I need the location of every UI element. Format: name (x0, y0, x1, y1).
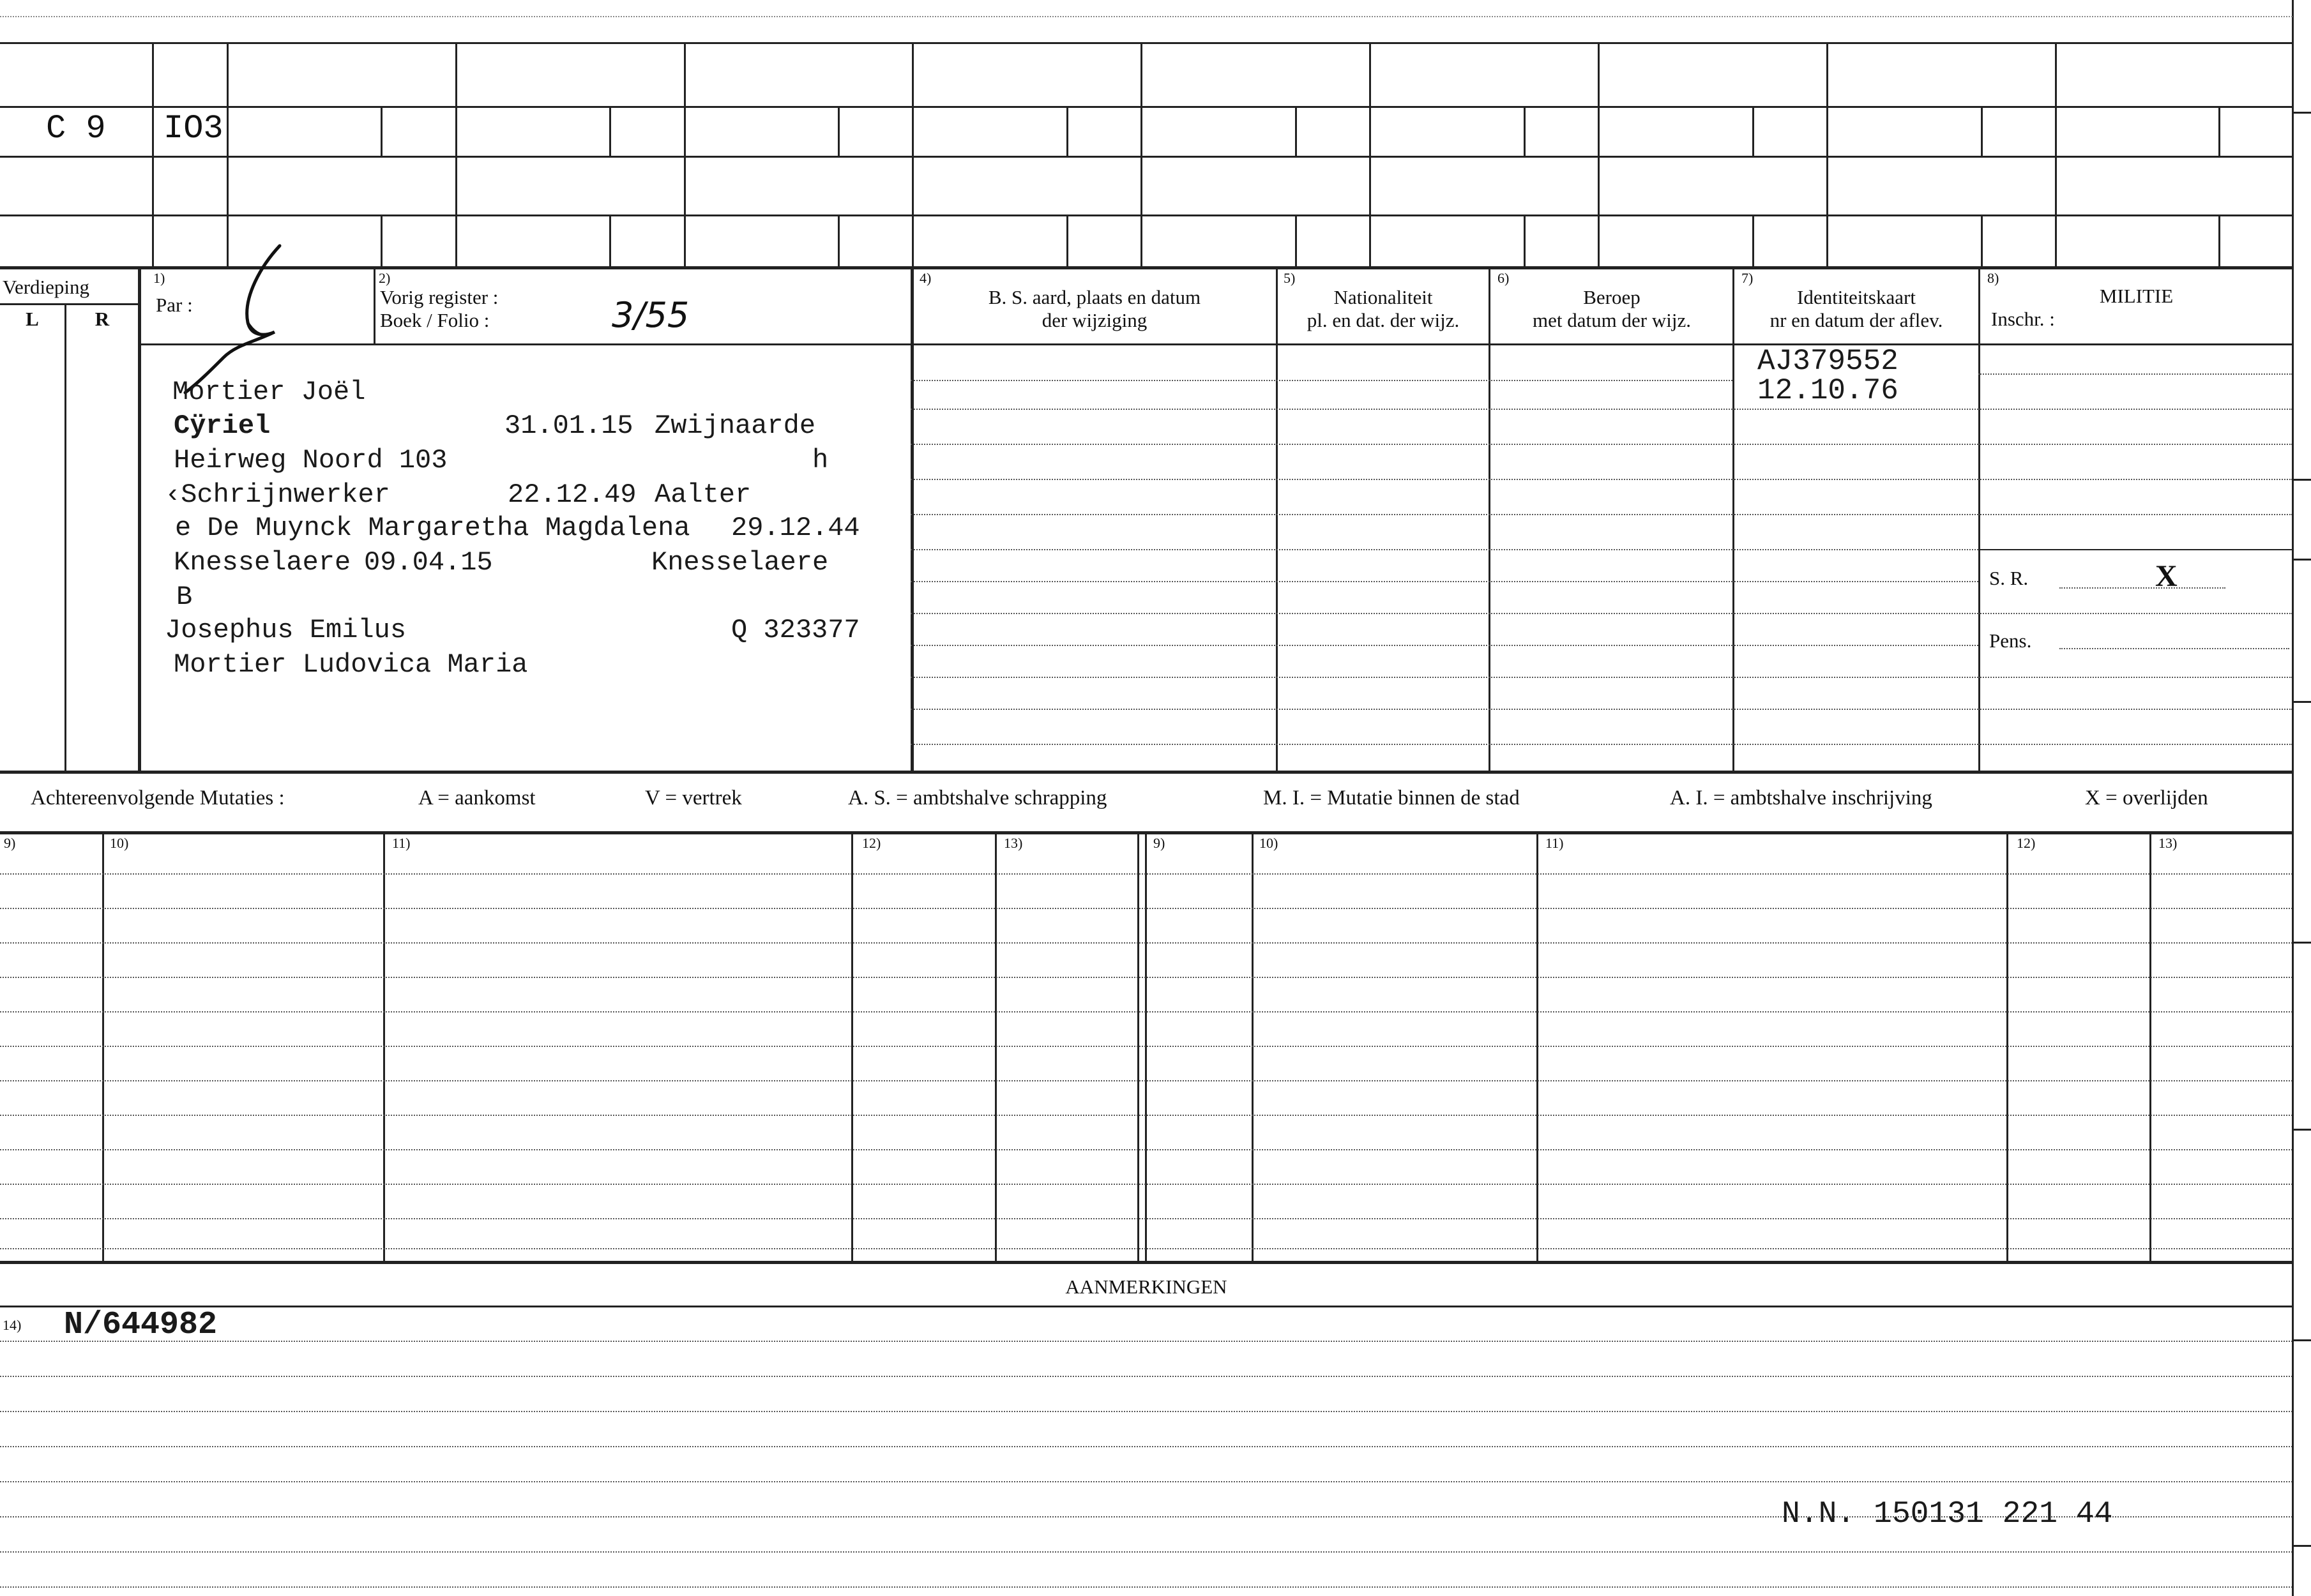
boek-folio-label: Boek / Folio : (380, 309, 490, 331)
address: Heirweg Noord 103 (174, 445, 448, 476)
spouse-date: 29.12.44 (731, 513, 860, 543)
profession-place: Aalter (655, 479, 752, 510)
inschr-label: Inschr. : (1991, 308, 2055, 330)
edge-tick (2292, 1339, 2311, 1341)
aanmerkingen-num: 14) (3, 1317, 22, 1333)
edge-tick (2292, 942, 2311, 944)
sr-label: S. R. (1989, 567, 2029, 589)
col6-header-1: Beroep (1583, 286, 1640, 308)
col7-num: 7) (1741, 270, 1754, 286)
mut-col-9b: 9) (1153, 835, 1165, 851)
mutaties-label: Achtereenvolgende Mutaties : (31, 787, 285, 809)
edge-tick (2292, 1129, 2311, 1131)
child2-name: Mortier Ludovica Maria (174, 649, 528, 680)
col5-header-2: pl. en dat. der wijz. (1307, 309, 1460, 331)
aanmerkingen-ref: N/644982 (64, 1307, 218, 1343)
boek-folio-value: 3/55 (612, 295, 690, 335)
col4-header-1: B. S. aard, plaats en datum (988, 286, 1201, 308)
mut-col-9a: 9) (4, 835, 16, 851)
birth-place: Zwijnaarde (655, 410, 816, 441)
profession-date: 22.12.49 (508, 479, 637, 510)
grid-code: C 9 (46, 110, 106, 147)
mark-b: B (176, 582, 193, 612)
profession: ‹Schrijnwerker (165, 479, 390, 510)
edge-tick (2292, 559, 2311, 561)
col7-header-2: nr en datum der aflev. (1769, 309, 1943, 331)
legend-as: A. S. = ambtshalve schrapping (848, 787, 1107, 809)
edge-tick (2292, 112, 2311, 114)
col4-num: 4) (920, 270, 932, 286)
spouse-birthdate: 09.04.15 (364, 547, 493, 578)
mut-col-11a: 11) (392, 835, 411, 851)
child1-name: Josephus Emilus (165, 615, 407, 645)
mut-col-12a: 12) (862, 835, 881, 851)
mut-col-13b: 13) (2158, 835, 2178, 851)
militie-header: MILITIE (2099, 285, 2174, 307)
edge-tick (2292, 479, 2311, 481)
col5-header-1: Nationaliteit (1333, 286, 1433, 308)
right-border (2292, 0, 2294, 1596)
col6-num: 6) (1497, 270, 1510, 286)
address-mark: h (812, 445, 829, 476)
grid-number: IO3 (163, 110, 224, 147)
col2-num: 2) (379, 270, 391, 286)
mut-col-11b: 11) (1545, 835, 1564, 851)
col-l-header: L (26, 308, 39, 330)
person-name: Mortier Joël (172, 377, 366, 407)
edge-tick (2292, 701, 2311, 703)
verdieping-header: Verdieping (3, 276, 90, 298)
legend-x: X = overlijden (2085, 787, 2208, 809)
par-label: Par : (156, 294, 193, 316)
mut-col-10a: 10) (110, 835, 129, 851)
col4-header-2: der wijziging (1042, 309, 1148, 331)
legend-mi: M. I. = Mutatie binnen de stad (1263, 787, 1520, 809)
father-name: Cÿriel (174, 410, 271, 441)
col8-num: 8) (1987, 270, 1999, 286)
mut-col-10b: 10) (1259, 835, 1278, 851)
vorig-register-label: Vorig register : (380, 286, 499, 308)
legend-a: A = aankomst (418, 787, 536, 809)
legend-v: V = vertrek (645, 787, 742, 809)
top-edge (0, 16, 2292, 17)
col-r-header: R (95, 308, 110, 330)
identity-card-date: 12.10.76 (1757, 374, 1898, 407)
mut-col-13a: 13) (1004, 835, 1023, 851)
child1-code: Q 323377 (731, 615, 860, 645)
col5-num: 5) (1284, 270, 1296, 286)
identity-card-number: AJ379552 (1757, 345, 1898, 378)
mut-col-12b: 12) (2017, 835, 2036, 851)
spouse-place2: Knesselaere (651, 547, 829, 578)
sr-value: X (2155, 559, 2178, 593)
col7-header-1: Identiteitskaart (1797, 286, 1916, 308)
spouse-birthplace: Knesselaere (174, 547, 351, 578)
legend-ai: A. I. = ambtshalve inschrijving (1670, 787, 1932, 809)
birth-date: 31.01.15 (504, 410, 633, 441)
pens-label: Pens. (1989, 629, 2032, 652)
col6-header-2: met datum der wijz. (1533, 309, 1691, 331)
nn-number: N.N. 150131 221 44 (1782, 1497, 2113, 1532)
edge-tick (2292, 1545, 2311, 1547)
spouse: e De Muynck Margaretha Magdalena (175, 513, 690, 543)
aanmerkingen-title: AANMERKINGEN (1065, 1276, 1227, 1298)
col1-num: 1) (153, 270, 165, 286)
